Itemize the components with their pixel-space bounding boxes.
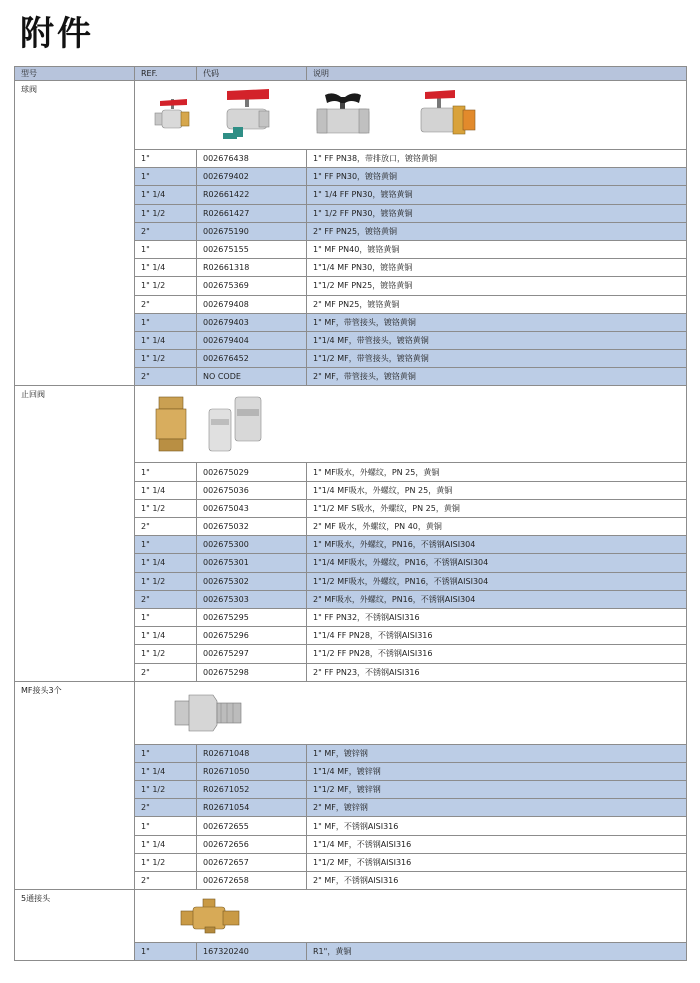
page-title: 附件 [20,14,94,54]
code-cell: R02671050 [197,762,307,780]
ref-cell: 2" [135,799,197,817]
description-cell: 1"1/4 MF PN30，镀铬黄铜 [307,259,687,277]
code-cell: R02661422 [197,186,307,204]
code-cell: 002676438 [197,150,307,168]
description-cell: 2" MF吸水，外螺纹，PN16，不锈钢AISI304 [307,590,687,608]
code-cell: 002675300 [197,536,307,554]
product-images [135,681,687,744]
group-image-row [15,681,687,744]
code-cell: NO CODE [197,368,307,386]
description-cell: 1" FF PN30，镀铬黄铜 [307,168,687,186]
description-cell: 1" MF PN40，镀铬黄铜 [307,240,687,258]
description-cell: 1"1/2 MF吸水，外螺纹，PN16，不锈钢AISI304 [307,572,687,590]
header-ref: REF. [135,67,197,81]
code-cell: 002672656 [197,835,307,853]
code-cell: 002675155 [197,240,307,258]
description-cell: 2" MF 吸水，外螺纹，PN 40，黄铜 [307,518,687,536]
code-cell: 002675369 [197,277,307,295]
code-cell: R02671048 [197,744,307,762]
product-images [135,386,687,463]
ref-cell: 1" [135,744,197,762]
ref-cell: 1" 1/2 [135,645,197,663]
ref-cell: 1" 1/4 [135,554,197,572]
group-name: 5通接头 [15,890,135,961]
ref-cell: 1" 1/4 [135,835,197,853]
header-description: 说明 [307,67,687,81]
ref-cell: 1" 1/4 [135,259,197,277]
ref-cell: 1" [135,817,197,835]
ref-cell: 1" [135,150,197,168]
description-cell: 1"1/4 FF PN28，不锈钢AISI316 [307,627,687,645]
code-cell: 002679404 [197,331,307,349]
description-cell: 1" MF，不锈钢AISI316 [307,817,687,835]
code-cell: 002675036 [197,481,307,499]
table-header-row [15,67,687,81]
group-image-row [15,81,687,150]
ref-cell: 1" 1/2 [135,277,197,295]
description-cell: 1"1/4 MF，镀锌钢 [307,762,687,780]
description-cell: 1"1/2 MF，带管接头，镀铬黄铜 [307,350,687,368]
five-way-brass-fitting-icon [179,897,243,935]
ref-cell: 1" 1/2 [135,350,197,368]
code-cell: 002675029 [197,463,307,481]
mf-union-fitting-icon [173,691,243,735]
ref-cell: 1" 1/2 [135,499,197,517]
group-image-row [15,386,687,463]
code-cell: 002675302 [197,572,307,590]
product-images [135,81,687,150]
description-cell: 2" MF，不锈钢AISI316 [307,872,687,890]
ball-valve-drain-red-icon [219,87,275,143]
code-cell: 002675301 [197,554,307,572]
ref-cell: 1" [135,463,197,481]
code-cell: 002679403 [197,313,307,331]
description-cell: 1"1/2 FF PN28，不锈钢AISI316 [307,645,687,663]
code-cell: R02661318 [197,259,307,277]
description-cell: 1" MF，镀锌钢 [307,744,687,762]
ref-cell: 2" [135,872,197,890]
code-cell: 002672658 [197,872,307,890]
ref-cell: 1" [135,536,197,554]
description-cell: 2" MF，带管接头，镀铬黄铜 [307,368,687,386]
code-cell: 002675296 [197,627,307,645]
group-image-row [15,890,687,943]
ball-valve-black-butterfly-icon [313,89,373,141]
description-cell: 2" FF PN23，不锈钢AISI316 [307,663,687,681]
ref-cell: 1" 1/2 [135,853,197,871]
ref-cell: 1" 1/2 [135,572,197,590]
code-cell: 002675043 [197,499,307,517]
group-name: 止回阀 [15,386,135,681]
description-cell: 1" 1/4 FF PN30，镀铬黄铜 [307,186,687,204]
code-cell: R02671052 [197,781,307,799]
code-cell: R02661427 [197,204,307,222]
group-name: MF接头3个 [15,681,135,890]
description-cell: 1" MF吸水，外螺纹，PN 25，黄铜 [307,463,687,481]
ref-cell: 1" 1/2 [135,781,197,799]
description-cell: 1"1/2 MF，镀锌钢 [307,781,687,799]
ref-cell: 1" [135,313,197,331]
header-model: 型号 [15,67,135,81]
ref-cell: 2" [135,590,197,608]
ref-cell: 2" [135,222,197,240]
description-cell: 1" MF吸水，外螺纹，PN16，不锈钢AISI304 [307,536,687,554]
description-cell: 1"1/2 MF，不锈钢AISI316 [307,853,687,871]
product-images [135,890,687,943]
group-name: 球阀 [15,81,135,386]
ref-cell: 1" 1/4 [135,186,197,204]
code-cell: 002676452 [197,350,307,368]
code-cell: 002675190 [197,222,307,240]
ref-cell: 1" [135,608,197,626]
code-cell: 002679402 [197,168,307,186]
ref-cell: 1" 1/4 [135,762,197,780]
check-valve-steel-pair-icon [205,395,267,453]
ref-cell: 2" [135,295,197,313]
ref-cell: 1" 1/4 [135,331,197,349]
ball-valve-small-red-icon [151,97,193,133]
header-code: 代码 [197,67,307,81]
description-cell: 1"1/2 MF PN25，镀铬黄铜 [307,277,687,295]
check-valve-brass-icon [153,395,189,453]
description-cell: 1"1/4 MF，不锈钢AISI316 [307,835,687,853]
ball-valve-union-red-icon [417,88,479,142]
code-cell: 002675032 [197,518,307,536]
ref-cell: 1" 1/4 [135,481,197,499]
description-cell: 2" MF PN25，镀铬黄铜 [307,295,687,313]
description-cell: R1"，黄铜 [307,943,687,961]
code-cell: 167320240 [197,943,307,961]
code-cell: R02671054 [197,799,307,817]
code-cell: 002679408 [197,295,307,313]
description-cell: 1" MF，带管接头，镀铬黄铜 [307,313,687,331]
ref-cell: 2" [135,368,197,386]
description-cell: 1"1/4 MF吸水，外螺纹，PN16，不锈钢AISI304 [307,554,687,572]
description-cell: 2" FF PN25，镀铬黄铜 [307,222,687,240]
description-cell: 1"1/4 MF吸水，外螺纹，PN 25，黄铜 [307,481,687,499]
description-cell: 1" 1/2 FF PN30，镀铬黄铜 [307,204,687,222]
ref-cell: 2" [135,663,197,681]
code-cell: 002675297 [197,645,307,663]
ref-cell: 1" 1/4 [135,627,197,645]
ref-cell: 1" 1/2 [135,204,197,222]
code-cell: 002675303 [197,590,307,608]
code-cell: 002672655 [197,817,307,835]
code-cell: 002675298 [197,663,307,681]
ref-cell: 1" [135,240,197,258]
ref-cell: 1" [135,168,197,186]
ref-cell: 2" [135,518,197,536]
accessories-table [14,66,687,961]
description-cell: 1"1/4 MF，带管接头，镀铬黄铜 [307,331,687,349]
description-cell: 1" FF PN38，带排放口，镀铬黄铜 [307,150,687,168]
description-cell: 1" FF PN32，不锈钢AISI316 [307,608,687,626]
description-cell: 2" MF，镀锌钢 [307,799,687,817]
code-cell: 002675295 [197,608,307,626]
code-cell: 002672657 [197,853,307,871]
ref-cell: 1" [135,943,197,961]
description-cell: 1"1/2 MF S吸水，外螺纹，PN 25，黄铜 [307,499,687,517]
